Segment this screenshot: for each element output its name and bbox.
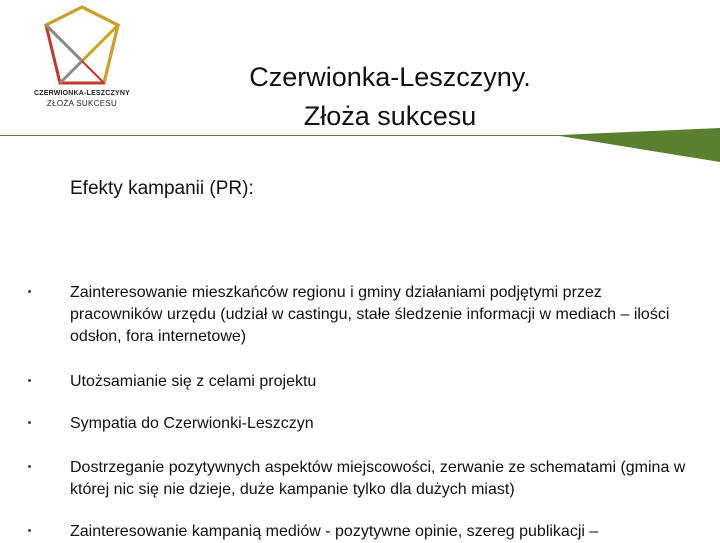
section-heading: Efekty kampanii (PR): [70,178,254,199]
title-divider [0,128,720,164]
bullet-icon [28,465,31,468]
list-item [70,457,690,501]
list-item-text: Utożsamianie się z celami projektu [70,373,317,390]
page-title [150,58,630,136]
bullet-icon [28,290,31,293]
bullet-icon [28,421,31,424]
list-item [70,413,690,435]
logo [18,3,146,115]
title-line-1: Czerwionka-Leszczyny. [249,62,531,92]
bullet-icon [28,379,31,382]
bullet-icon [28,529,31,532]
logo-text-top: CZERWIONKA-LESZCZYNY [33,90,131,97]
list-item-text: Zainteresowanie mieszkańców regionu i gminy działaniami podjętymi przez pracowników urzędu (udział w castingu, stałe śledzenie informacji w mediach – ilości odsłon, fora internetowe) [70,284,670,345]
list-item-text: Sympatia do Czerwionki-Leszczyn [70,415,314,432]
list-item [70,371,690,393]
list-item [70,282,690,348]
title-line-2: Złoża sukcesu [303,101,477,131]
list-item-text: Dostrzeganie pozytywnych aspektów miejscowości, zerwanie ze schematami (gmina w której nic się nie dzieje, duże kampanie tylko dla dużych miast) [70,459,686,498]
diamond-logo-icon [18,3,146,93]
logo-text-bottom: ZŁOŻA SUKCESU [46,99,118,108]
list-item-text: Zainteresowanie kampanią mediów - pozytywne opinie, szereg publikacji – [70,523,599,540]
